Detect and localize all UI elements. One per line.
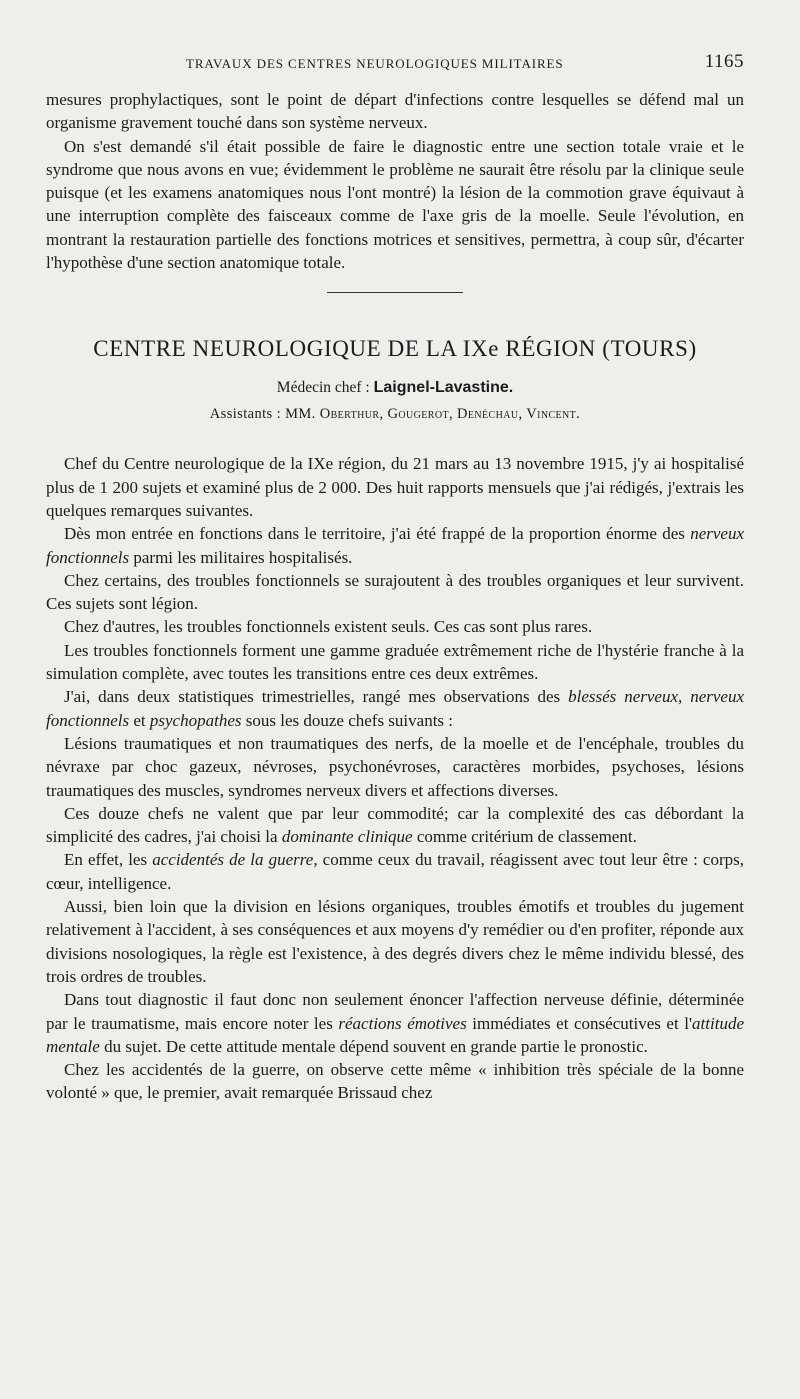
text-run: , comme ceux du travail, réagissent avec tout leur être : corps, cœur, intelligence. bbox=[46, 850, 744, 893]
body-paragraph-6 bbox=[46, 685, 744, 732]
body-paragraph-3: Chez certains, des troubles fonctionnels se surajoutent à des troubles organiques et leur survivent. Ces sujets sont légion. bbox=[46, 570, 744, 614]
emphasis: blessés nerveux, nerveux fonctionnels bbox=[46, 687, 745, 730]
emphasis: accidentés de la guerre bbox=[152, 850, 314, 870]
emphasis: dominante clinique bbox=[281, 827, 413, 847]
page-number: 1165 bbox=[704, 51, 744, 72]
chief-physician-line bbox=[46, 377, 744, 399]
continuation-paragraph-2: On s'est demandé s'il était possible de faire le diagnostic entre une section totale vraie et le syndrome que nous avons en vue; évidemment le problème ne saurait être résolu par la clinique seule puisque (et les examens anatomiques nous l'ont montré) la lésion de la commotion grave équivaut à une interruption complète des faisceaux comme de l'axe gris de la moelle. Seule l'évolution, en montrant la restauration partielle des fonctions motrices et sensitives, permettra, à coup sûr, d'écarter l'hypothèse d'une section anatomique totale. bbox=[46, 136, 744, 273]
assistants-label: Assistants : MM. bbox=[209, 406, 320, 423]
text-run: J'ai, dans deux statistiques trimestrielles, rangé mes observations des bbox=[64, 687, 569, 707]
section-title: CENTRE NEUROLOGIQUE DE LA IXe RÉGION (TOURS) bbox=[93, 336, 697, 362]
body-paragraph-4: Chez d'autres, les troubles fonctionnels existent seuls. Ces cas sont plus rares. bbox=[64, 617, 593, 637]
assistants-names: Oberthur, Gougerot, Denéchau, Vincent. bbox=[319, 406, 581, 423]
emphasis: psychopathes bbox=[149, 710, 242, 730]
text-run: immédiates et consécutives et l' bbox=[466, 1013, 693, 1033]
text-run: du sujet. De cette attitude mentale dépend souvent en grande partie le pronostic. bbox=[99, 1036, 648, 1056]
chief-label: Médecin chef : bbox=[276, 379, 374, 397]
text-run: Dans tout diagnostic il faut donc non seulement énoncer l'affection nerveuse définie, déterminée par le traumatisme, mais encore noter les bbox=[46, 990, 744, 1033]
text-run: Dès mon entrée en fonctions dans le territoire, j'ai été frappé de la proportion énorme des bbox=[64, 524, 691, 544]
emphasis: réactions émotives bbox=[338, 1013, 467, 1033]
body-paragraph-5: Les troubles fonctionnels forment une gamme graduée extrêmement riche de l'hystérie franche à la simulation complète, avec toutes les transitions entre ces deux extrêmes. bbox=[46, 640, 744, 684]
chief-name: Laignel-Lavastine. bbox=[373, 379, 514, 397]
body-paragraph-11 bbox=[46, 988, 744, 1058]
body-paragraph-2 bbox=[46, 522, 744, 569]
text-run: En effet, les bbox=[64, 850, 153, 870]
body-paragraph-7: Lésions traumatiques et non traumatiques des nerfs, de la moelle et de l'encéphale, troubles du névraxe par choc gazeux, névroses, psychonévroses, caractères morbides, psychoses, lésions traumatiques des muscles, syndromes nerveux divers et affections diverses. bbox=[46, 733, 744, 800]
body-paragraph-10: Aussi, bien loin que la division en lésions organiques, troubles émotifs et troubles du jugement relativement à l'accident, à ses conséquences et aux moyens d'y remédier ou d'en profiter, réponde aux divisions nosologiques, la règle est l'existence, à des degrés divers chez le même individu blessé, des trois ordres de troubles. bbox=[46, 897, 744, 986]
running-head-title: TRAVAUX DES CENTRES NEUROLOGIQUES MILITAIRES bbox=[186, 56, 564, 71]
body-paragraph-8 bbox=[46, 802, 744, 849]
assistants-line bbox=[46, 403, 744, 425]
running-head bbox=[46, 50, 744, 76]
body-paragraph-1: Chef du Centre neurologique de la IXe région, du 21 mars au 13 novembre 1915, j'y ai hospitalisé plus de 1 200 sujets et examiné plus de 2 000. Des huit rapports mensuels que j'ai rédigés, j'extrais les quelques remarques suivantes. bbox=[46, 454, 744, 520]
continuation-paragraph-1: mesures prophylactiques, sont le point de départ d'infections contre lesquelles se défend mal un organisme gravement touché dans son système nerveux. bbox=[46, 90, 744, 133]
text-run: et bbox=[129, 710, 150, 730]
emphasis: nerveux fonctionnels bbox=[46, 524, 744, 567]
section-divider bbox=[327, 292, 463, 293]
text-run: Ces douze chefs ne valent que par leur commodité; car la complexité des cas débordant la simplicité des cadres, j'ai choisi la bbox=[46, 803, 744, 847]
article-body bbox=[46, 452, 744, 1104]
body-paragraph-12: Chez les accidentés de la guerre, on observe cette même « inhibition très spéciale de la bonne volonté » que, le premier, avait remarquée Brissaud chez bbox=[46, 1060, 744, 1103]
emphasis: attitude mentale bbox=[46, 1013, 744, 1056]
body-paragraph-9 bbox=[46, 848, 744, 895]
text-run: comme critérium de classement. bbox=[412, 827, 637, 847]
text-run: parmi les militaires hospitalisés. bbox=[129, 547, 353, 567]
text-run: sous les douze chefs suivants : bbox=[241, 710, 454, 730]
